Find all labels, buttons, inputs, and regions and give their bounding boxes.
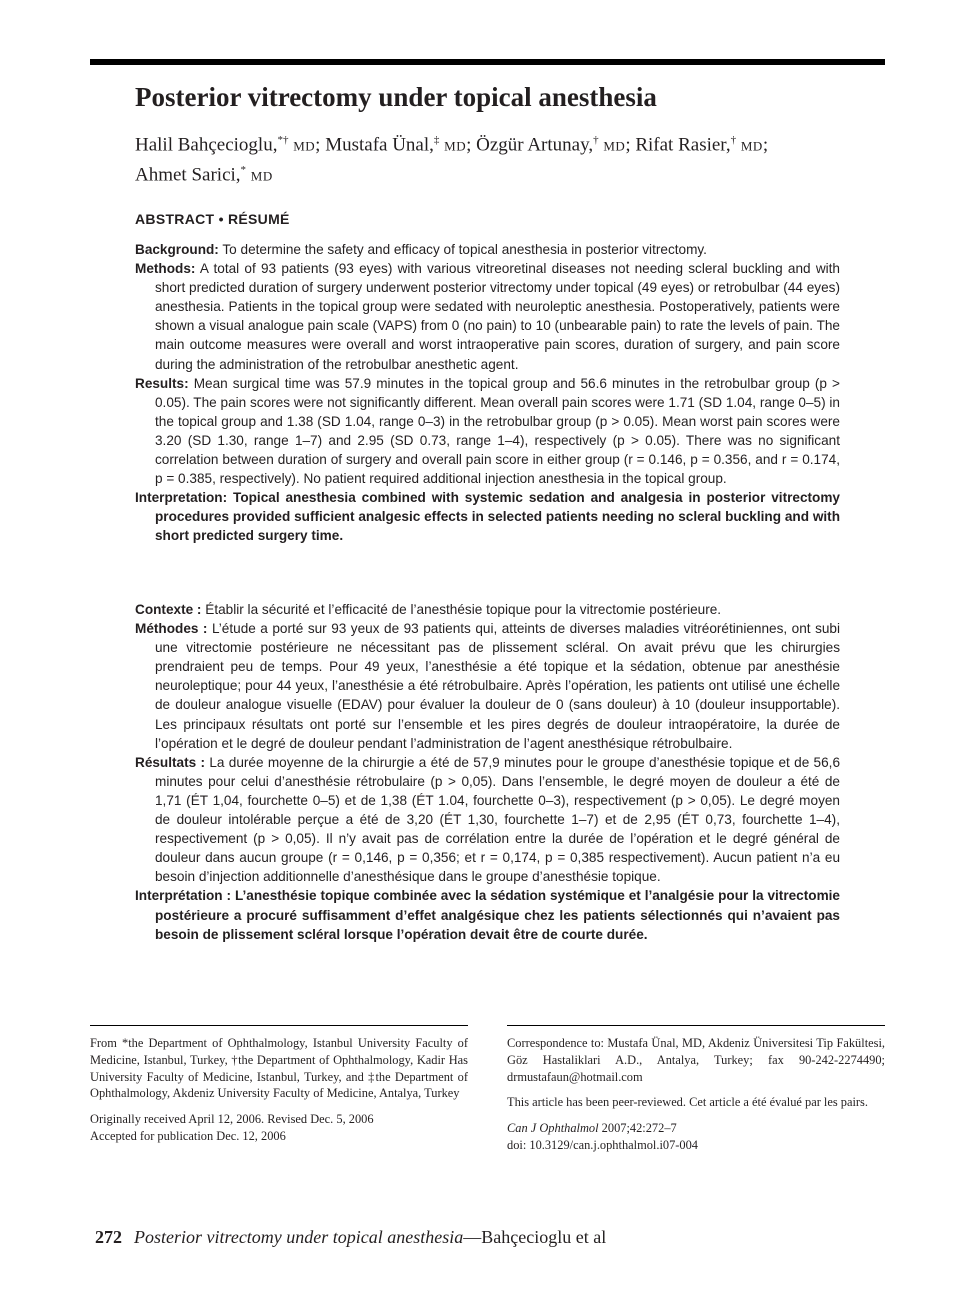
section-text: L’anesthésie topique combinée avec la sédation systémique et l’analgésie pour la vitrectomie postérieure a procuré suffisamment d’effet analgésique chez les patients sélectionnés qui n’avaient pas besoin de plissement scléral lorsque l’opération devait être de courte durée.: [155, 888, 840, 942]
section-label: Results:: [135, 375, 189, 391]
citation: 2007;42:272–7: [601, 1121, 677, 1136]
page-number: 272: [95, 1227, 122, 1247]
author-degree: MD: [740, 138, 763, 154]
abstract-methods: [135, 259, 840, 374]
author-separator: ;: [762, 134, 769, 156]
section-text: Mean surgical time was 57.9 minutes in the topical group and 56.6 minutes in the retrobulbar group (p > 0.05). The pain scores were not significantly different. Mean overall pain scores were 1.71 (SD 1.04, range 0–5) in the topical group and 1.38 (SD 1.04, range 0–3) in the retrobulbar group (p > 0.05). Mean worst pain scores were 3.20 (SD 1.30, range 1–7) and 2.95 (SD 0.73, range 1–4), respectively (p > 0.05). There was no significant correlation between duration of surgery and overall pain score in either group (r = 0.146, p = 0.356, and r = 0.174, p = 0.385, respectively). No patient required additional injection anesthesia in the topical group.: [155, 375, 840, 487]
section-label: Background:: [135, 242, 219, 257]
author-degree: MD: [444, 138, 467, 154]
author-separator: ;: [625, 134, 631, 156]
section-label: Méthodes :: [135, 621, 208, 637]
author-separator: ;: [315, 134, 321, 156]
section-label: Contexte :: [135, 602, 202, 617]
author-affiliation-mark: †: [730, 134, 737, 146]
abstract-background: [135, 240, 840, 259]
author-list: [135, 128, 835, 189]
author-affiliation-mark: †: [593, 134, 599, 146]
resume-methodes: [135, 619, 840, 753]
author-affiliation-mark: *†: [277, 134, 289, 146]
accepted-date: Accepted for publication Dec. 12, 2006: [90, 1128, 286, 1143]
author-name: Ahmet Sarici,: [135, 164, 241, 186]
section-label: Interprétation :: [135, 888, 232, 904]
doi: doi: 10.3129/can.j.ophthalmol.i07-004: [507, 1137, 699, 1152]
author-affiliation-mark: ‡: [433, 134, 440, 146]
author-name: Özgür Artunay,: [476, 134, 594, 156]
author-degree: MD: [293, 138, 316, 154]
footnote-left: [90, 1035, 468, 1145]
author-degree: MD: [603, 138, 626, 154]
section-text: Topical anesthesia combined with systemic sedation and analgesia in posterior vitrectomy procedures provided sufficient analgesic effects in selected patients needing no scleral buckling and with short predicted surgery time.: [155, 490, 840, 544]
running-title: Posterior vitrectomy under topical anesthesia: [134, 1227, 464, 1247]
top-rule: [90, 59, 885, 65]
abstract-english: [135, 240, 840, 546]
correspondence: Correspondence to: Mustafa Ünal, MD, Akdeniz Üniversitesi Tip Fakültesi, Göz Hastaliklari A.D., Antalya, Turkey; fax 90-242-2274490; drmustafaun@hotmail.com: [507, 1036, 885, 1084]
received-date: Originally received April 12, 2006. Revised Dec. 5, 2006: [90, 1112, 374, 1127]
footnote-rule-right: [507, 1025, 885, 1026]
abstract-interpretation: [135, 488, 840, 545]
author-name: Rifat Rasier,: [635, 134, 731, 156]
affiliations: From *the Department of Ophthalmology, Istanbul University Faculty of Medicine, Istanbul, Turkey, †the Department of Ophthalmology, Kadir Has University Faculty of Medicine, Istanbul, Turkey, and ‡the Department of Ophthalmology, Akdeniz University Faculty of Medicine, Antalya, Turkey: [90, 1036, 468, 1101]
section-text: La durée moyenne de la chirurgie a été de 57,9 minutes pour le groupe d’anesthésie topique et de 56,6 minutes pour celui d’anesthésie rétrobulaire (p > 0,05). Dans l’ensemble, le degré moyen de douleur a été de 1,71 (ÉT 1,04, fourchette 0–5) et de 1,38 (ÉT 1.04, fourchette 0–3), respectivement (p > 0,05). Le degré moyen de douleur intolérable perçue a été de 3,20 (ÉT 1,30, fourchette 1–7) et de 2,95 (ÉT 0,73, fourchette 1–4), respectivement (p > 0,05). Il n’y avait pas de corrélation entre la durée de l’opération et le degré général de douleur dans aucun groupe (r = 0,146, p = 0,356; et r = 0,174, p = 0,385 respectivement). Aucun patient n’a eu besoin d’injection additionnelle d’anesthésique dans le groupe d’anesthésie topique.: [155, 754, 841, 885]
section-text: L’étude a porté sur 93 yeux de 93 patients qui, atteints de diverses maladies vitréorétiniennes, ont subi une vitrectomie postérieure ne nécessitant pas de plissement scléral. On avait prévu que les chirurgies prendraient peu de temps. Pour 49 yeux, l’anesthésie a été topique et la sédation, obtenue par anesthésie neuroleptique; pour 44 yeux, l’anesthésie a été rétrobulbaire. Après l’opération, les patients ont utilisé une échelle de douleur analogue visuelle (EDAV) pour évaluer la douleur de 0 (sans douleur) à 10 (douleur insupportable). Les principaux résultats ont porté sur l’ensemble et les pires degrés de douleur intraopératoire, la durée de l’opération et le degré de douleur pendant l’administration de l’agent anesthésique rétrobulbaire.: [155, 621, 841, 751]
journal-citation: [507, 1120, 885, 1137]
author-degree: MD: [250, 168, 273, 184]
journal-name: Can J Ophthalmol: [507, 1121, 599, 1136]
resume-resultats: [135, 753, 840, 887]
abstract-heading: ABSTRACT • RÉSUMÉ: [135, 211, 290, 227]
section-label: Interpretation:: [135, 490, 228, 506]
running-footer: [95, 1227, 606, 1248]
section-text: A total of 93 patients (93 eyes) with various vitreoretinal diseases not needing scleral buckling and with short predicted duration of surgery underwent posterior vitrectomy under topical (49 eyes) or retrobulbar (44 eyes) anesthesia. Patients in the topical group were sedated with neuroleptic anesthesia. Postoperatively, patients were shown a visual analogue pain scale (VAPS) from 0 (no pain) to 10 (unbearable pain) to rate the levels of pain. The main outcome measures were overall and worst intraoperative pain scores, duration of surgery, and pain score during the administration of the retrobulbar anesthetic agent.: [155, 261, 840, 372]
resume-interpretation: [135, 886, 840, 943]
footnote-right: [507, 1035, 885, 1154]
section-text: To determine the safety and efficacy of topical anesthesia in posterior vitrectomy.: [222, 242, 707, 257]
running-authors: —Bahçecioglu et al: [463, 1227, 607, 1247]
article-title: Posterior vitrectomy under topical anesthesia: [135, 82, 657, 112]
section-label: Résultats :: [135, 754, 206, 770]
footnote-rule-left: [90, 1025, 468, 1026]
author-affiliation-mark: *: [240, 164, 247, 177]
abstract-results: [135, 374, 840, 489]
peer-review-note: This article has been peer-reviewed. Cet article a été évalué par les pairs.: [507, 1095, 868, 1110]
resume-contexte: [135, 600, 840, 619]
author-name: Halil Bahçecioglu,: [135, 134, 278, 156]
section-label: Methods:: [135, 261, 196, 277]
section-text: Établir la sécurité et l’efficacité de l’anesthésie topique pour la vitrectomie postérieure.: [205, 602, 722, 617]
author-name: Mustafa Ünal,: [325, 134, 434, 156]
abstract-french: [135, 600, 840, 944]
author-separator: ;: [466, 134, 472, 156]
